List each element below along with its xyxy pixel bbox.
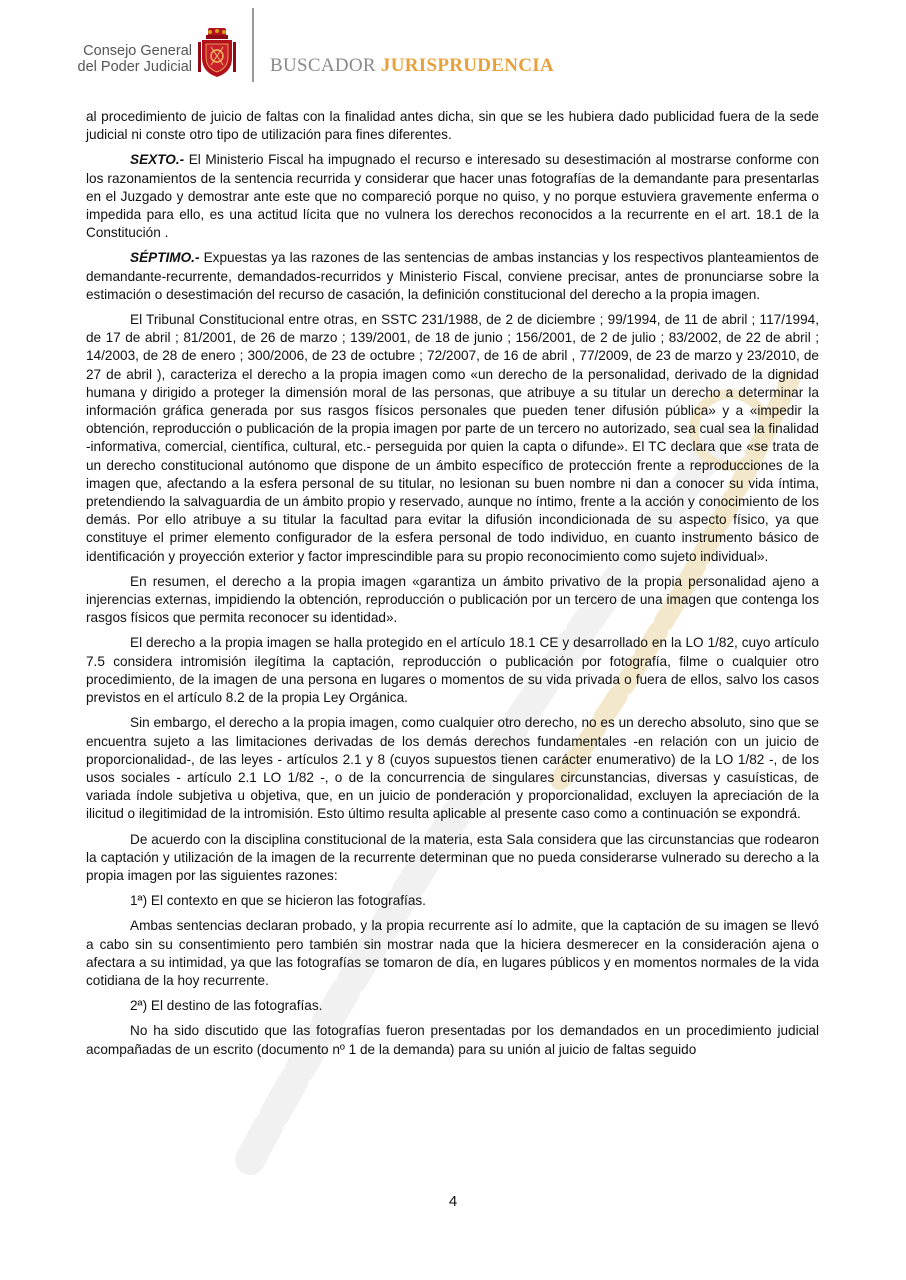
paragraph: Ambas sentencias declaran probado, y la propia recurrente así lo admite, que la captación de su imagen se llevó a cabo sin su consentimiento pero también sin mostrar nada que la hiciera desmerecer en la consideración ajena o afectara a su intimidad, ya que las fotografías se tomaron de día, en lugares públicos y en momentos normales de la vida cotidiana de la hoy recurrente. (86, 918, 819, 988)
paragraph: El derecho a la propia imagen se halla protegido en el artículo 18.1 CE y desarrollado en la LO 1/82, cuyo artículo 7.5 considera intromisión ilegítima la captación, reproducción o publicación por fotografía, filme o cualquier otro procedimiento, de la imagen de una persona en lugares o momentos de su vida privada o fuera de ellos, salvo los casos previstos en el artículo 8.2 de la propia Ley Orgánica. (86, 635, 819, 706)
section-heading-septimo: SÉPTIMO.- (130, 250, 200, 266)
buscador-label: BUSCADOR (270, 55, 381, 76)
paragraph-sexto (86, 151, 819, 242)
paragraph: El Tribunal Constitucional entre otras, en SSTC 231/1988, de 2 de diciembre ; 99/1994, de 11 de abril ; 117/1994, de 17 de abril ; 81/2001, de 26 de marzo ; 139/2001, de 18 de junio ; 156/2001, de 2 de julio ; 83/2002, de 22 de abril ; 14/2003, de 28 de enero ; 300/2006, de 23 de octubre ; 72/2007, de 16 de abril , 77/2009, de 23 de marzo y 23/2010, de 27 de abril ), caracteriza el derecho a la propia imagen como «un derecho de la personalidad, derivado de la dignidad humana y dirigido a proteger la dimensión moral de las personas, que atribuye a su titular un derecho a determinar la información gráfica generada por sus rasgos físicos personales que pueden tener difusión pública» y a «impedir la obtención, reproducción o publicación de la propia imagen por parte de un tercero no autorizado, sea cual sea la finalidad -informativa, comercial, científica, cultural, etc.- perseguida por quien la capta o difunde». El TC declara que «se trata de un derecho constitucional autónomo que dispone de un ámbito específico de protección frente a reproducciones de la imagen que, afectando a la esfera personal de su titular, no lesionan su buen nombre ni dan a conocer su vida íntima, pretendiendo la salvaguardia de un ámbito propio y reservado, aunque no íntimo, frente a la acción y conocimiento de los demás. Por ello atribuye a su titular la facultad para evitar la difusión incondicionada de su aspecto físico, ya que constituye el primer elemento configurador de la esfera personal de todo individuo, en cuanto instrumento básico de identificación y proyección exterior y factor imprescindible para su propio reconocimiento como sujeto individual». (86, 312, 819, 564)
org-name-line2: del Poder Judicial (77, 59, 192, 75)
coat-of-arms-icon (196, 28, 238, 78)
org-name-line1: Consejo General (83, 43, 192, 59)
paragraph: De acuerdo con la disciplina constitucional de la materia, esta Sala considera que las circunstancias que rodearon la captación y utilización de la imagen de la recurrente determinan que no pueda considerarse vulnerado su derecho a la propia imagen por las siguientes razones: (86, 831, 819, 883)
paragraph: En resumen, el derecho a la propia imagen «garantiza un ámbito privativo de la propia personalidad ajeno a injerencias externas, impidiendo la obtención, reproducción o publicación por un tercero de una imagen que contenga los rasgos físicos que permita reconocer su identidad». (86, 573, 819, 626)
section-heading-sexto: SEXTO.- (130, 152, 185, 168)
paragraph: No ha sido discutido que las fotografías fueron presentadas por los demandados en un procedimiento judicial acompañadas de un escrito (documento nº 1 de la demanda) para su unión al juicio de faltas seguido (86, 1023, 819, 1057)
org-name (64, 43, 192, 75)
document-body (86, 108, 819, 1066)
list-heading: 2ª) El destino de las fotografías. (130, 998, 323, 1014)
page-number: 4 (448, 1193, 458, 1210)
header-divider (252, 8, 254, 82)
buscador-title (270, 55, 554, 77)
paragraph: Sin embargo, el derecho a la propia imagen, como cualquier otro derecho, no es un derecho absoluto, sino que se encuentra sujeto a las limitaciones derivadas de los demás derechos fundamentales -en relación con un juicio de proporcionalidad-, de las leyes - artículos 2.1 y 8 (cuyos supuestos tienen carácter enumerativo) de la LO 1/82 -, de los usos sociales - artículo 2.1 LO 1/82 -, o de la concurrencia de singulares circunstancias, diversas y casuísticas, de variada índole subjetiva u objetiva, que, en un juicio de ponderación y proporcionalidad, excluyen la apreciación de la ilicitud o ilegitimidad de la intromisión. Esto último resulta aplicable al presente caso como a continuación se expondrá. (86, 715, 819, 822)
paragraph-text: El Ministerio Fiscal ha impugnado el recurso e interesado su desestimación al mostrarse conforme con los razonamientos de la sentencia recurrida y considerar que hacer unas fotografías de la demandante para presentarlas en el Juzgado y demostrar ante este que no compareció porque no quiso, y no porque estuviera gravemente enferma o impedida para ello, es una actitud lícita que no vulnera los derechos reconocidos a la recurrente en el art. 18.1 de la Constitución . (86, 152, 819, 241)
paragraph-septimo (86, 249, 819, 304)
jurisprudencia-label: JURISPRUDENCIA (380, 55, 555, 76)
paragraph: al procedimiento de juicio de faltas con la finalidad antes dicha, sin que se les hubiera dado publicidad fuera de la sede judicial ni conste otro tipo de utilización para fines diferentes. (86, 109, 819, 143)
paragraph-text: Expuestas ya las razones de las sentencias de ambas instancias y los respectivos planteamientos de demandante-recurrente, demandados-recurridos y Ministerio Fiscal, conviene precisar, antes de pronunciarse sobre la estimación o desestimación del recurso de casación, la definición constitucional del derecho a la propia imagen. (86, 250, 819, 302)
page-header (0, 0, 906, 100)
list-heading: 1ª) El contexto en que se hicieron las fotografías. (130, 893, 426, 909)
